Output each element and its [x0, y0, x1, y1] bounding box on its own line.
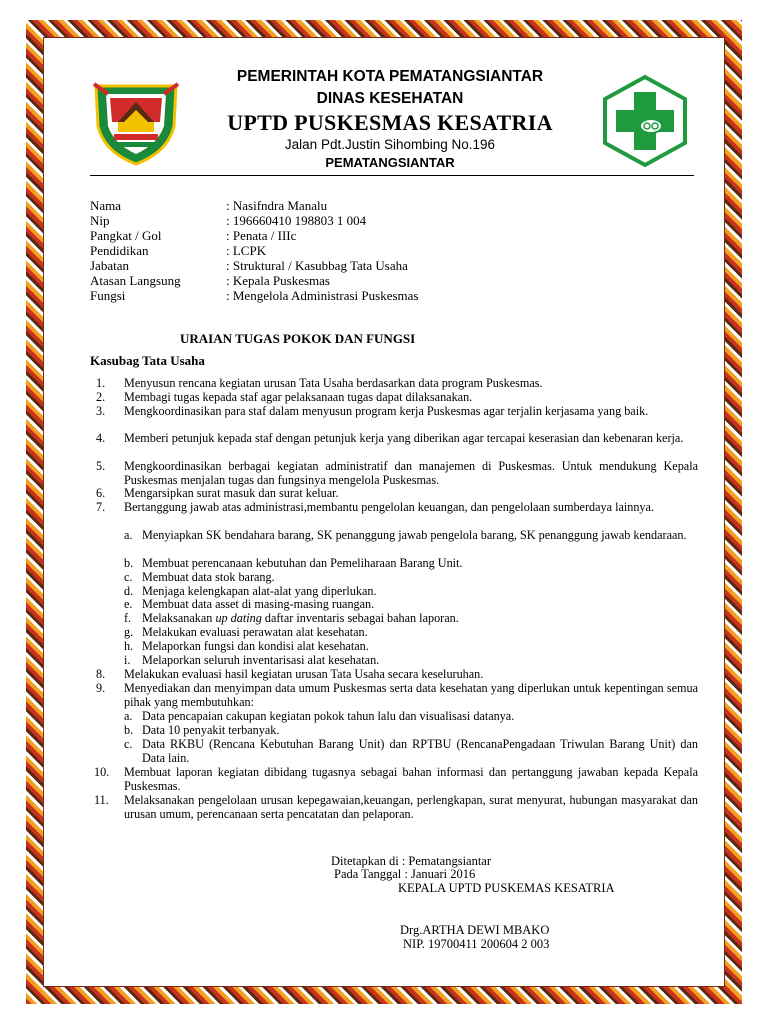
sub-list-item	[124, 654, 698, 668]
identity-label: Atasan Langsung	[90, 273, 181, 288]
identity-value: : Penata / IIIc	[226, 228, 297, 243]
identity-row	[90, 273, 590, 288]
list-item	[96, 487, 698, 501]
identity-row	[90, 228, 590, 243]
sub-list-item	[124, 640, 698, 654]
list-number: e.	[124, 597, 133, 611]
list-item	[96, 391, 698, 405]
header-line-2: DINAS KESEHATAN	[316, 90, 464, 107]
list-item	[94, 766, 698, 793]
identity-label: Nama	[90, 198, 122, 213]
list-number: a.	[124, 528, 133, 542]
list-text: Mengarsipkan surat masuk dan surat keluar.	[124, 486, 339, 500]
list-text: Melaksanakan pengelolaan urusan kepegawaian,keuangan, perlengkapan, surat menyurat, hubungan masyarakat dan urusan umum, perencanaan serta pencatatan dan pelaporan.	[124, 793, 698, 821]
sub-list-item	[124, 529, 698, 556]
identity-value: : Struktural / Kasubbag Tata Usaha	[226, 258, 408, 273]
list-text: Memberi petunjuk kepada staf dengan petunjuk kerja yang diberikan agar tercapai keserasian dan kebenaran kerja.	[124, 431, 684, 445]
list-text-emphasis: up dating	[215, 611, 262, 625]
list-text: Membagi tugas kepada staf agar pelaksanaan tugas dapat dilaksanakan.	[124, 390, 473, 404]
list-item	[96, 432, 698, 459]
list-text: Membuat laporan kegiatan dibidang tugasnya sebagai bahan informasi dan pertanggung jawaban kepada Kepala Puskesmas.	[124, 765, 698, 793]
list-number: 10.	[94, 765, 110, 779]
list-text: Melaporkan fungsi dan kondisi alat kesehatan.	[142, 639, 369, 653]
list-text: Data RKBU (Rencana Kebutuhan Barang Unit) dan RPTBU (RencanaPengadaan Triwulan Barang Unit) dan Data lain.	[142, 737, 698, 765]
header-title: UPTD PUSKESMAS KESATRIA	[227, 110, 553, 135]
identity-row	[90, 198, 590, 213]
sub-list-item	[124, 571, 698, 585]
list-number: d.	[124, 584, 134, 598]
list-item	[96, 460, 698, 487]
list-text: Menyiapkan SK bendahara barang, SK penanggung jawab pengelola barang, SK penanggung jawab kendaraan.	[142, 528, 687, 542]
identity-value: : LCPK	[226, 243, 267, 258]
list-text: Mengkoordinasikan para staf dalam menyusun program kerja Puskesmas agar terjalin kerjasama yang baik.	[124, 404, 649, 418]
list-number: f.	[124, 611, 132, 625]
header-city: PEMATANGSIANTAR	[325, 155, 455, 170]
sub-list-item	[124, 710, 698, 724]
list-number: 9.	[96, 681, 106, 695]
list-text: Data 10 penyakit terbanyak.	[142, 723, 280, 737]
list-number: c.	[124, 570, 133, 584]
sub-list-item	[124, 738, 698, 765]
list-item	[96, 405, 698, 432]
identity-row	[90, 258, 590, 273]
identity-label: Jabatan	[90, 258, 129, 273]
list-item	[96, 501, 698, 528]
list-text: Melakukan evaluasi hasil kegiatan urusan Tata Usaha secara keseluruhan.	[124, 667, 484, 681]
sub-list-item	[124, 724, 698, 738]
list-item	[96, 377, 698, 391]
signature-date: Pada Tanggal : Januari 2016	[334, 867, 476, 881]
list-text: Mengkoordinasikan berbagai kegiatan administratif dan manajemen di Puskesmas. Untuk mendukung Kepala Puskesmas menjalan tugas dan fungsinya mengelola Puskesmas.	[124, 459, 698, 487]
identity-label: Pangkat / Gol	[90, 228, 162, 243]
identity-label: Nip	[90, 213, 110, 228]
identity-row	[90, 288, 590, 303]
header-address: Jalan Pdt.Justin Sihombing No.196	[284, 137, 496, 152]
signature-place: Ditetapkan di : Pematangsiantar	[331, 854, 492, 868]
list-text: Membuat data stok barang.	[142, 570, 275, 584]
sub-list-item	[124, 557, 698, 571]
list-text	[142, 612, 698, 626]
list-number: 4.	[96, 431, 106, 445]
list-text: Data pencapaian cakupan kegiatan pokok tahun lalu dan visualisasi datanya.	[142, 709, 515, 723]
list-text: Membuat data asset di masing-masing ruangan.	[142, 597, 375, 611]
identity-value: : Mengelola Administrasi Puskesmas	[226, 288, 419, 303]
list-text: Melakukan evaluasi perawatan alat kesehatan.	[142, 625, 368, 639]
list-number: h.	[124, 639, 134, 653]
signature-name: Drg.ARTHA DEWI MBAKO	[400, 923, 550, 937]
identity-label: Fungsi	[90, 288, 126, 303]
identity-value: : 196660410 198803 1 004	[226, 213, 367, 228]
header-rule	[90, 175, 694, 176]
list-number: 7.	[96, 500, 106, 514]
signature-nip: NIP. 19700411 200604 2 003	[403, 937, 550, 951]
header-line-1: PEMERINTAH KOTA PEMATANGSIANTAR	[236, 68, 544, 85]
list-number: a.	[124, 709, 133, 723]
list-number: 2.	[96, 390, 106, 404]
list-number: 3.	[96, 404, 106, 418]
list-text-part: daftar inventaris sebagai bahan laporan.	[261, 611, 459, 625]
list-number: b.	[124, 723, 134, 737]
sub-list-item	[124, 626, 698, 640]
list-number: b.	[124, 556, 134, 570]
identity-row	[90, 213, 590, 228]
list-text: Membuat perencanaan kebutuhan dan Pemeliharaan Barang Unit.	[142, 556, 463, 570]
list-number: i.	[124, 653, 131, 667]
list-number: 8.	[96, 667, 106, 681]
identity-label: Pendidikan	[90, 243, 149, 258]
list-number: g.	[124, 625, 134, 639]
identity-value: : Nasifndra Manalu	[226, 198, 328, 213]
identity-value: : Kepala Puskesmas	[226, 273, 330, 288]
identity-row	[90, 243, 590, 258]
list-number: 1.	[96, 376, 106, 390]
list-item	[96, 668, 698, 682]
section-subtitle: Kasubag Tata Usaha	[90, 353, 205, 368]
sub-list-item	[124, 598, 698, 612]
list-text: Menjaga kelengkapan alat-alat yang diperlukan.	[142, 584, 377, 598]
signature-position: KEPALA UPTD PUSKEMAS KESATRIA	[398, 881, 615, 895]
list-text: Melaporkan seluruh inventarisasi alat kesehatan.	[142, 653, 380, 667]
list-text: Menyusun rencana kegiatan urusan Tata Usaha berdasarkan data program Puskesmas.	[124, 376, 543, 390]
list-text: Bertanggung jawab atas administrasi,membantu pengelolan keuangan, dan pengelolaan sumberdaya lainnya.	[124, 500, 654, 514]
document-title: URAIAN TUGAS POKOK DAN FUNGSI	[180, 331, 416, 346]
list-number: 6.	[96, 486, 106, 500]
list-number: 11.	[94, 793, 109, 807]
sub-list-item	[124, 612, 698, 626]
list-number: 5.	[96, 459, 106, 473]
list-item	[96, 682, 698, 709]
list-item	[94, 794, 698, 821]
list-text-part: Melaksanakan	[142, 611, 216, 625]
list-number: c.	[124, 737, 133, 751]
list-text: Menyediakan dan menyimpan data umum Puskesmas serta data kesehatan yang diperlukan untuk kepentingan semua pihak yang membutuhkan:	[124, 681, 698, 709]
